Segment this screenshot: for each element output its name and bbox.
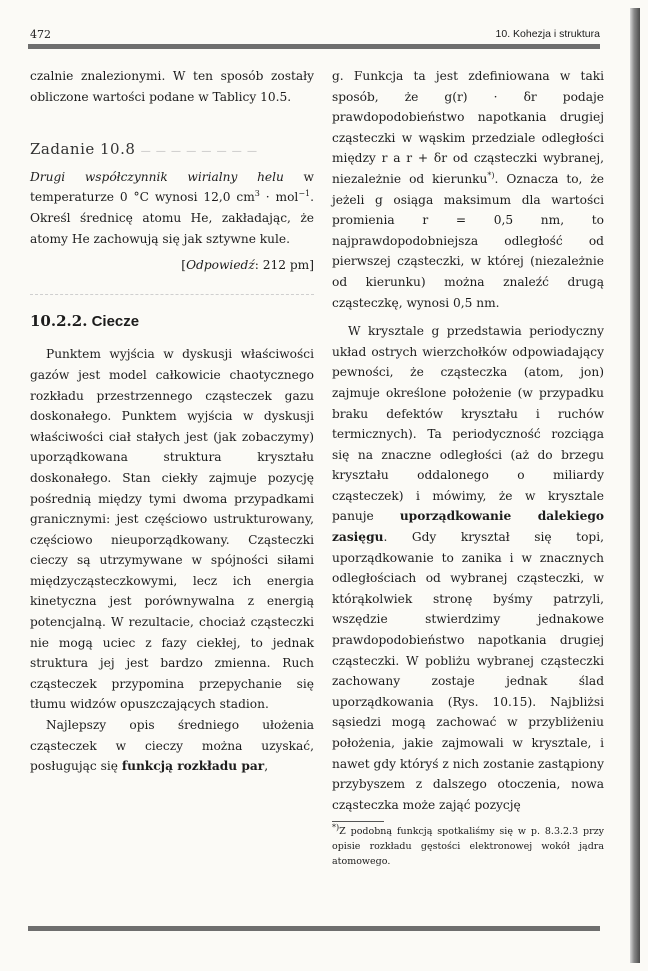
exercise-separator <box>30 294 314 295</box>
exercise-dashes: — — — — — — — — <box>140 146 258 158</box>
footnote <box>332 824 604 869</box>
pair-function-paragraph <box>332 66 604 313</box>
liquids-paragraph-1: Punktem wyjścia w dyskusji właściwości gazów jest model całkowicie chaotycznego rozkładu przestrzennego cząsteczek gazu doskonałego. Punktem wyjścia w dyskusji właściwości ciał stałych jest (jak zobaczymy) uporządkowana struktura kryształu doskonałego. Stan ciekły zajmuje pozycję pośrednią między tymi dwoma przypadkami granicznymi: jest częściowo ustrukturowany, częściowo nieuporządkowany. Cząsteczki cieczy są utrzymywane w spójności siłami międzycząsteczkowymi, lecz ich energia kinetyczna jest porównywalna z energią potencjalną. W rezultacie, chociaż cząsteczki nie mogą uciec z fazy ciekłej, to jednak struktura jej jest bardzo zmienna. Ruch cząsteczek przypomina przepychanie się tłumu widzów opuszczających stadion. <box>30 347 314 712</box>
footer-rule <box>28 926 600 931</box>
answer-open-bracket: [ <box>181 258 187 273</box>
liquids-paragraph-2-end: , <box>264 759 269 774</box>
exercise-text-d: · mol <box>259 190 299 205</box>
intro-paragraph: czalnie znalezionymi. W ten sposób zostały obliczone wartości podane w Tablicy 10.5. <box>30 69 314 104</box>
exercise-answer <box>30 255 314 276</box>
exercise-text-helium: helu <box>257 169 284 184</box>
footnote-ref: *) <box>487 170 495 180</box>
pair-function-text: g. Funkcja ta jest zdefiniowana w taki sposób, że g(r) · δr podaje prawdopodobieństwo napotkania drugiej cząsteczki w wąskim przedziale odległości między r a r + δr od cząsteczki wybranej, niezależnie od kierunku <box>332 69 604 186</box>
footnote-mark: *) <box>332 823 340 833</box>
keyword-long-range-order: uporządkowanie dalekiego zasięgu <box>332 509 604 545</box>
crystal-paragraph <box>332 321 604 815</box>
exercise-sup-3: 3 <box>254 189 260 199</box>
section-heading <box>30 311 314 333</box>
book-edge-shadow <box>630 8 640 963</box>
liquids-paragraph-2 <box>30 715 314 777</box>
header-rule <box>28 44 600 49</box>
exercise-sup-neg1: −1 <box>298 189 311 199</box>
liquids-paragraph-2-text: Najlepszy opis średniego ułożenia cząsteczek w cieczy można uzyskać, posługując się <box>30 718 314 774</box>
answer-value: : 212 pm] <box>254 258 314 273</box>
pair-function-text-end: . Oznacza to, że jeżeli g osiąga maksimum dla wartości promienia r = 0,5 nm, to najprawdopodobniejsza odległość od pierwszej cząsteczki, w której (niezależnie od kierunku) można znaleźć drugą cząsteczkę, wynosi 0,5 nm. <box>332 171 604 310</box>
exercise-title: Zadanie 10.8 <box>30 140 136 159</box>
exercise-heading <box>30 139 314 163</box>
left-column <box>30 66 314 777</box>
section-number: 10.2.2. <box>30 311 88 330</box>
exercise-text-c: w temperaturze 0 °C wynosi 12,0 cm <box>30 169 314 205</box>
answer-label: Odpowiedź <box>186 258 255 273</box>
exercise-text-a: Drugi współczynnik wirialny <box>30 169 258 184</box>
exercise-text <box>30 167 314 249</box>
crystal-text: W krysztale g przedstawia periodyczny układ ostrych wierzchołków odpowiadający pewności, że cząsteczka (atom, jon) zajmuje określone położenie (w przypadku braku defektów kryształu i ruchów termicznych). Ta periodyczność rozciąga się na znaczne odległości (aż do brzegu kryształu oddalonego o miliardy cząsteczek) i mówimy, że w krysztale panuje <box>332 324 604 524</box>
footnote-rule <box>332 821 384 822</box>
right-column <box>332 66 604 869</box>
page-number: 472 <box>30 28 51 41</box>
keyword-pair-distribution: funkcją rozkładu par <box>121 759 265 774</box>
running-header: 10. Kohezja i struktura <box>495 28 600 40</box>
section-title: Ciecze <box>91 312 140 330</box>
footnote-text: Z podobną funkcją spotkaliśmy się w p. 8.3.2.3 przy opisie rozkładu gęstości elektronowej wokół jądra atomowego. <box>332 826 604 868</box>
exercise-text-e: . Określ średnicę atomu He, zakładając, że atomy He zachowują się jak sztywne kule. <box>30 190 314 246</box>
crystal-text-end: . Gdy kryształ się topi, uporządkowanie to zanika i w znacznych odległościach od wybranej cząsteczki, w którąkolwiek stronę byśmy patrzyli, wszędzie stwierdzimy jednakowe prawdopodobieństwo napotkania drugiej cząsteczki. W pobliżu wybranej cząsteczki zachowany zostaje jednak ślad uporządkowania (Rys. 10.15). Najbliżsi sąsiedzi mogą zachować w przybliżeniu położenia, jakie zajmowali w krysztale, i nawet gdy któryś z nich zostanie zastąpiony przybyszem z dalszego otoczenia, nowa cząsteczka może zająć pozycję <box>332 530 604 812</box>
